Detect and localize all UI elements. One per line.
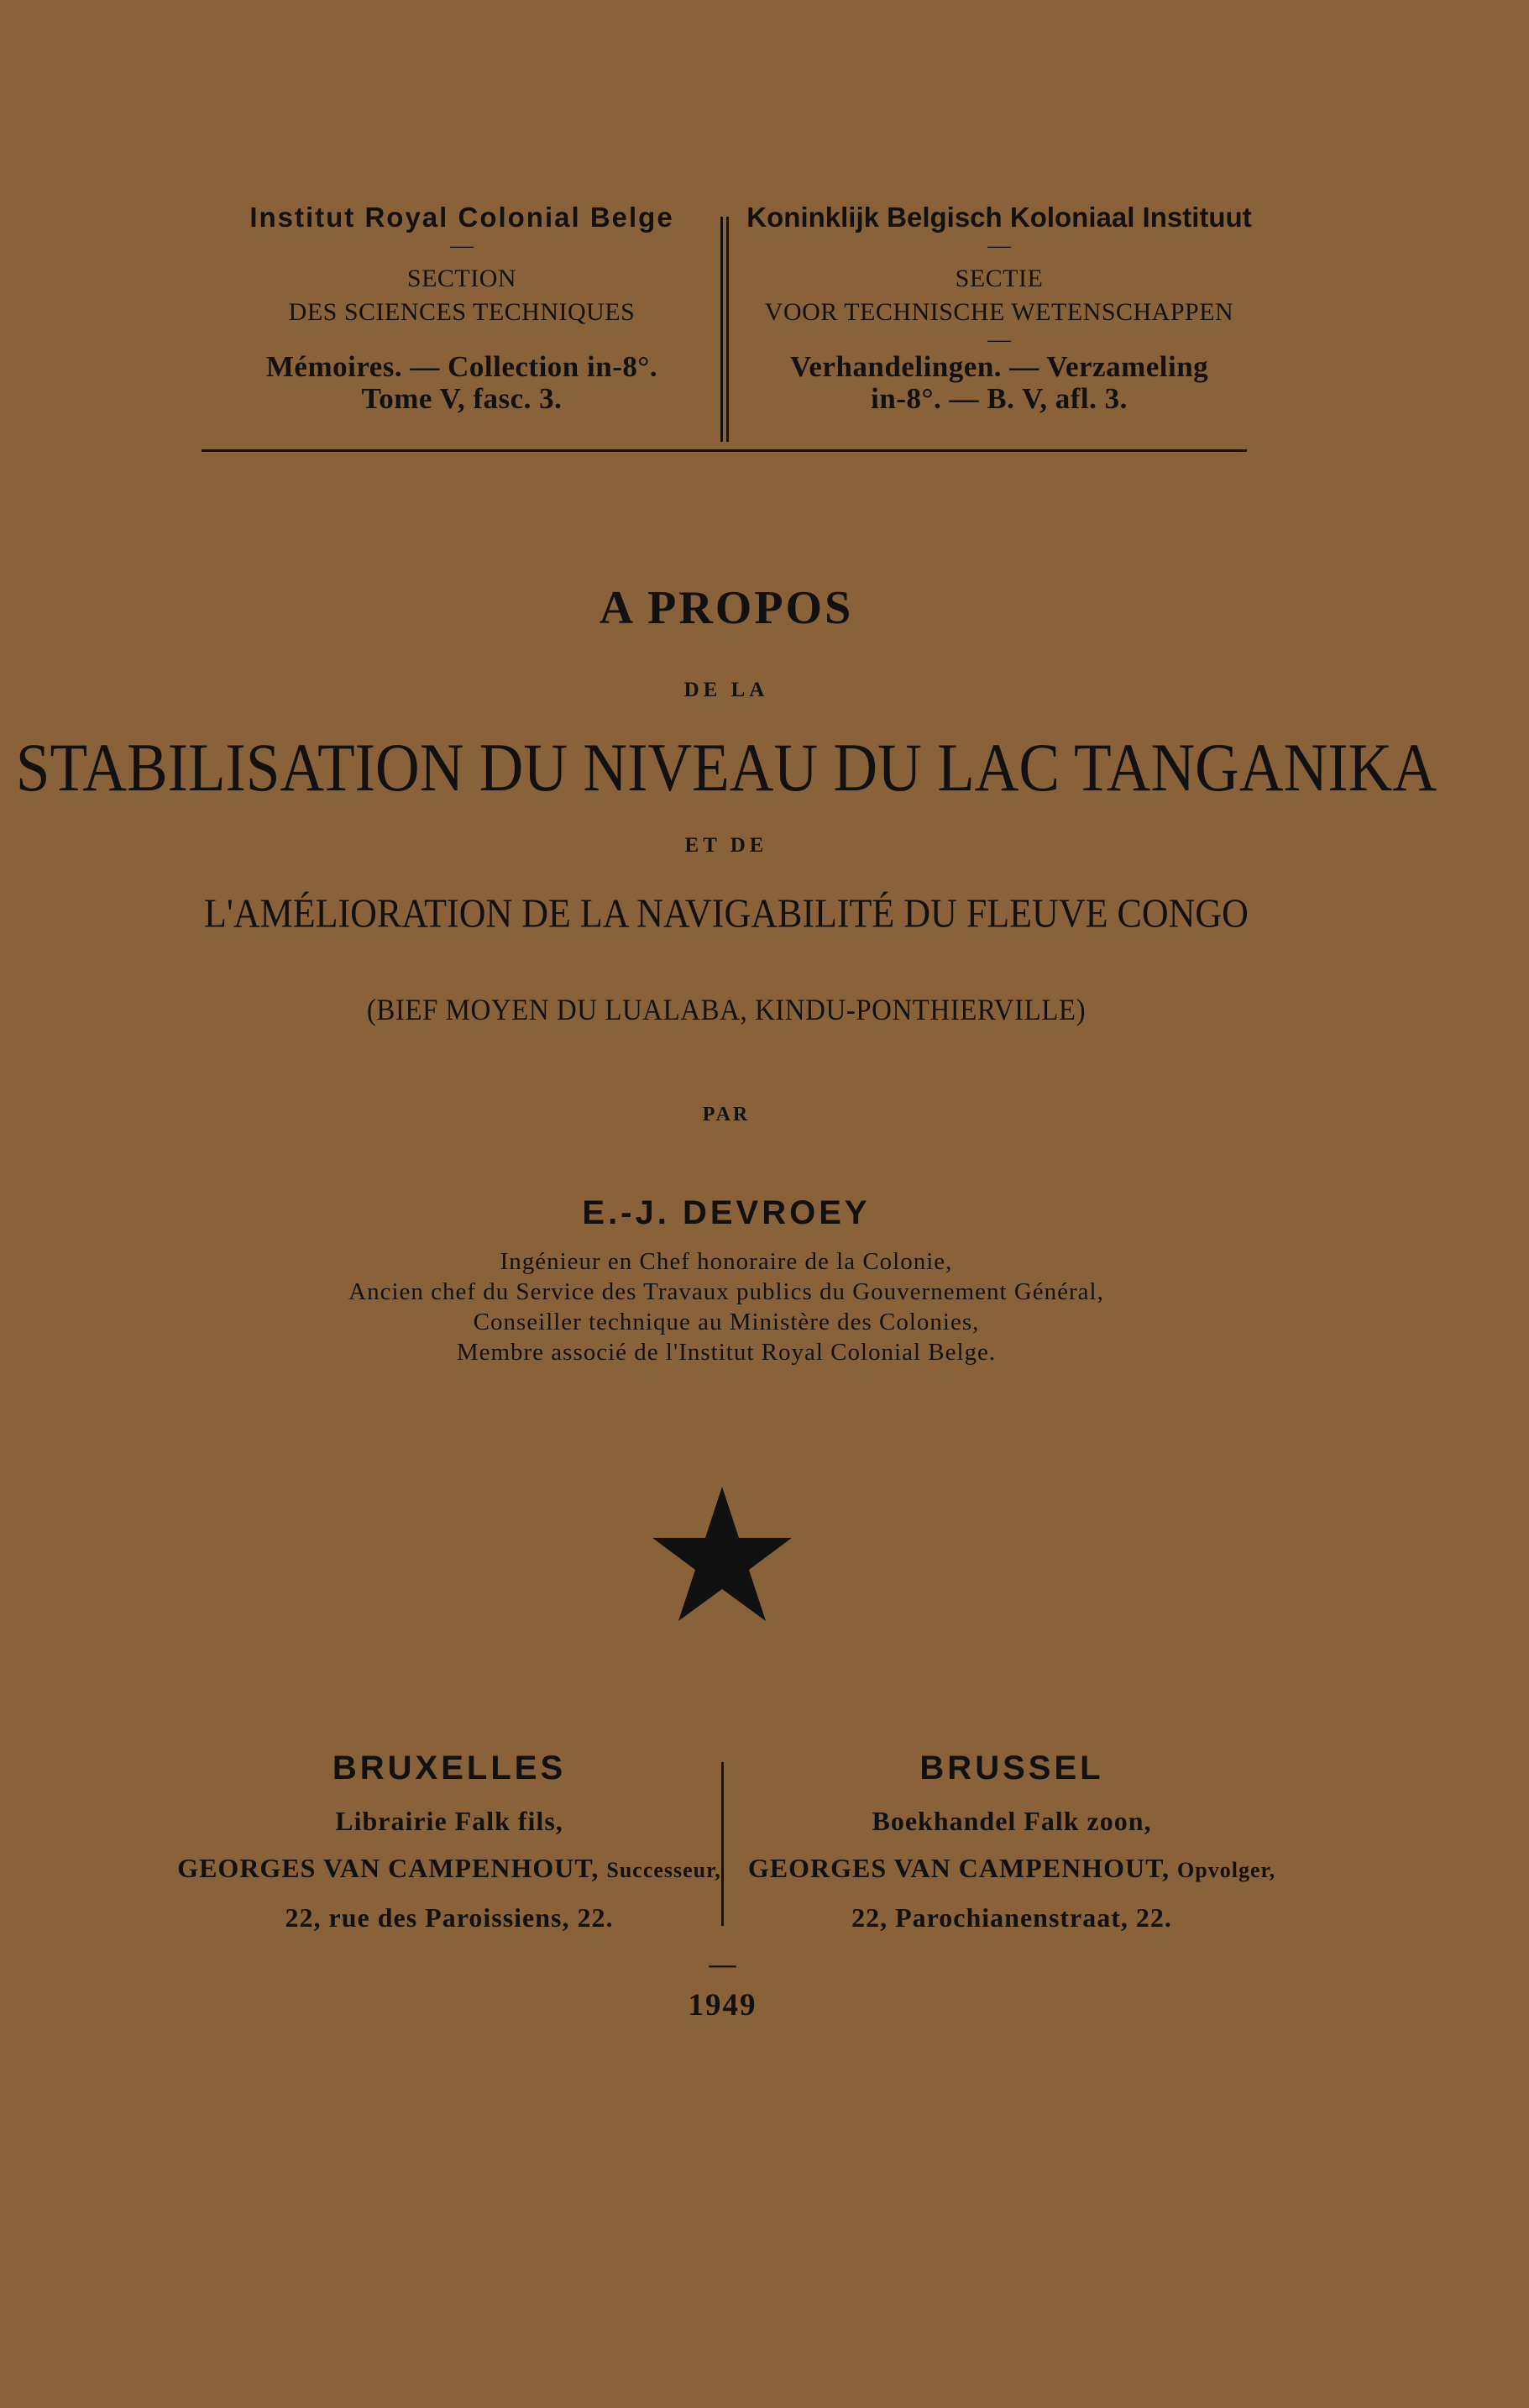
collection-fr-1: Mémoires. — Collection in-8°. [265,350,658,383]
header-divider-2 [726,217,729,442]
title-de-la: DE LA [683,679,769,701]
author-name: E.-J. DEVROEY [582,1194,871,1231]
publisher-right [730,1750,1293,1941]
header-bottom-rule [202,449,1247,452]
affiliation-line: Ingénieur en Chef honoraire de la Colonie, [500,1248,953,1275]
publisher-owner-suffix: Successeur, [606,1858,721,1882]
publication-year: 1949 [688,1988,757,2022]
title-et-de: ET DE [684,834,768,857]
section-name-fr-1: SECTION [406,265,517,292]
star-icon [651,1485,793,1624]
affiliation-line: Ancien chef du Service des Travaux publics du Gouvernement Général, [348,1278,1104,1305]
publisher-owner-name: GEORGES VAN CAMPENHOUT, [177,1853,600,1883]
institute-name-nl: Koninklijk Belgisch Koloniaal Instituut [746,202,1252,233]
affiliation-line: Membre associé de l'Institut Royal Colonial Belge. [456,1339,997,1366]
date-dash: — [709,1949,736,1979]
publisher-address-fr: 22, rue des Paroissiens, 22. [285,1902,614,1933]
publisher-owner-nl [730,1844,1293,1894]
collection-fr-2: Tome V, fasc. 3. [361,382,563,415]
collection-nl-1: Verhandelingen. — Verzameling [789,350,1209,383]
title-subtitle: L'AMÉLIORATION DE LA NAVIGABILITÉ DU FLEUVE CONGO [204,890,1249,936]
collection-nl-2: in-8°. — B. V, afl. 3. [871,382,1128,415]
title-a-propos: A PROPOS [599,582,854,634]
publisher-owner-fr [168,1844,730,1894]
publisher-divider [721,1762,724,1926]
title-main: STABILISATION DU NIVEAU DU LAC TANGANIKA [15,729,1437,805]
author-affiliations [0,1246,1453,1367]
publisher-city-nl: BRUSSEL [919,1750,1104,1786]
publisher-name-fr: Librairie Falk fils, [335,1806,563,1836]
publisher-owner-name: GEORGES VAN CAMPENHOUT, [747,1853,1170,1883]
affiliation-line: Conseiller technique au Ministère des Colonies, [473,1309,980,1335]
publisher-city-fr: BRUXELLES [332,1750,567,1786]
publisher-name-nl: Boekhandel Falk zoon, [872,1806,1152,1836]
header-left-dash: — [450,233,474,259]
header-right-dash: — [987,233,1011,259]
header-right-dash-2: — [987,327,1011,353]
header-left [210,202,714,415]
section-name-nl-2: VOOR TECHNISCHE WETENSCHAPPEN [764,298,1234,326]
publisher-address-nl: 22, Parochianenstraat, 22. [851,1902,1172,1933]
par-label: PAR [702,1104,751,1125]
publisher-owner-suffix: Opvolger, [1177,1858,1276,1882]
header-divider [720,217,723,442]
institute-name-fr: Institut Royal Colonial Belge [249,202,674,233]
section-name-fr-2: DES SCIENCES TECHNIQUES [288,298,636,326]
header-right [739,202,1259,415]
title-bief: (BIEF MOYEN DU LUALABA, KINDU-PONTHIERVILLE) [366,994,1087,1027]
section-name-nl-1: SECTIE [955,265,1044,292]
publisher-left [168,1750,730,1941]
